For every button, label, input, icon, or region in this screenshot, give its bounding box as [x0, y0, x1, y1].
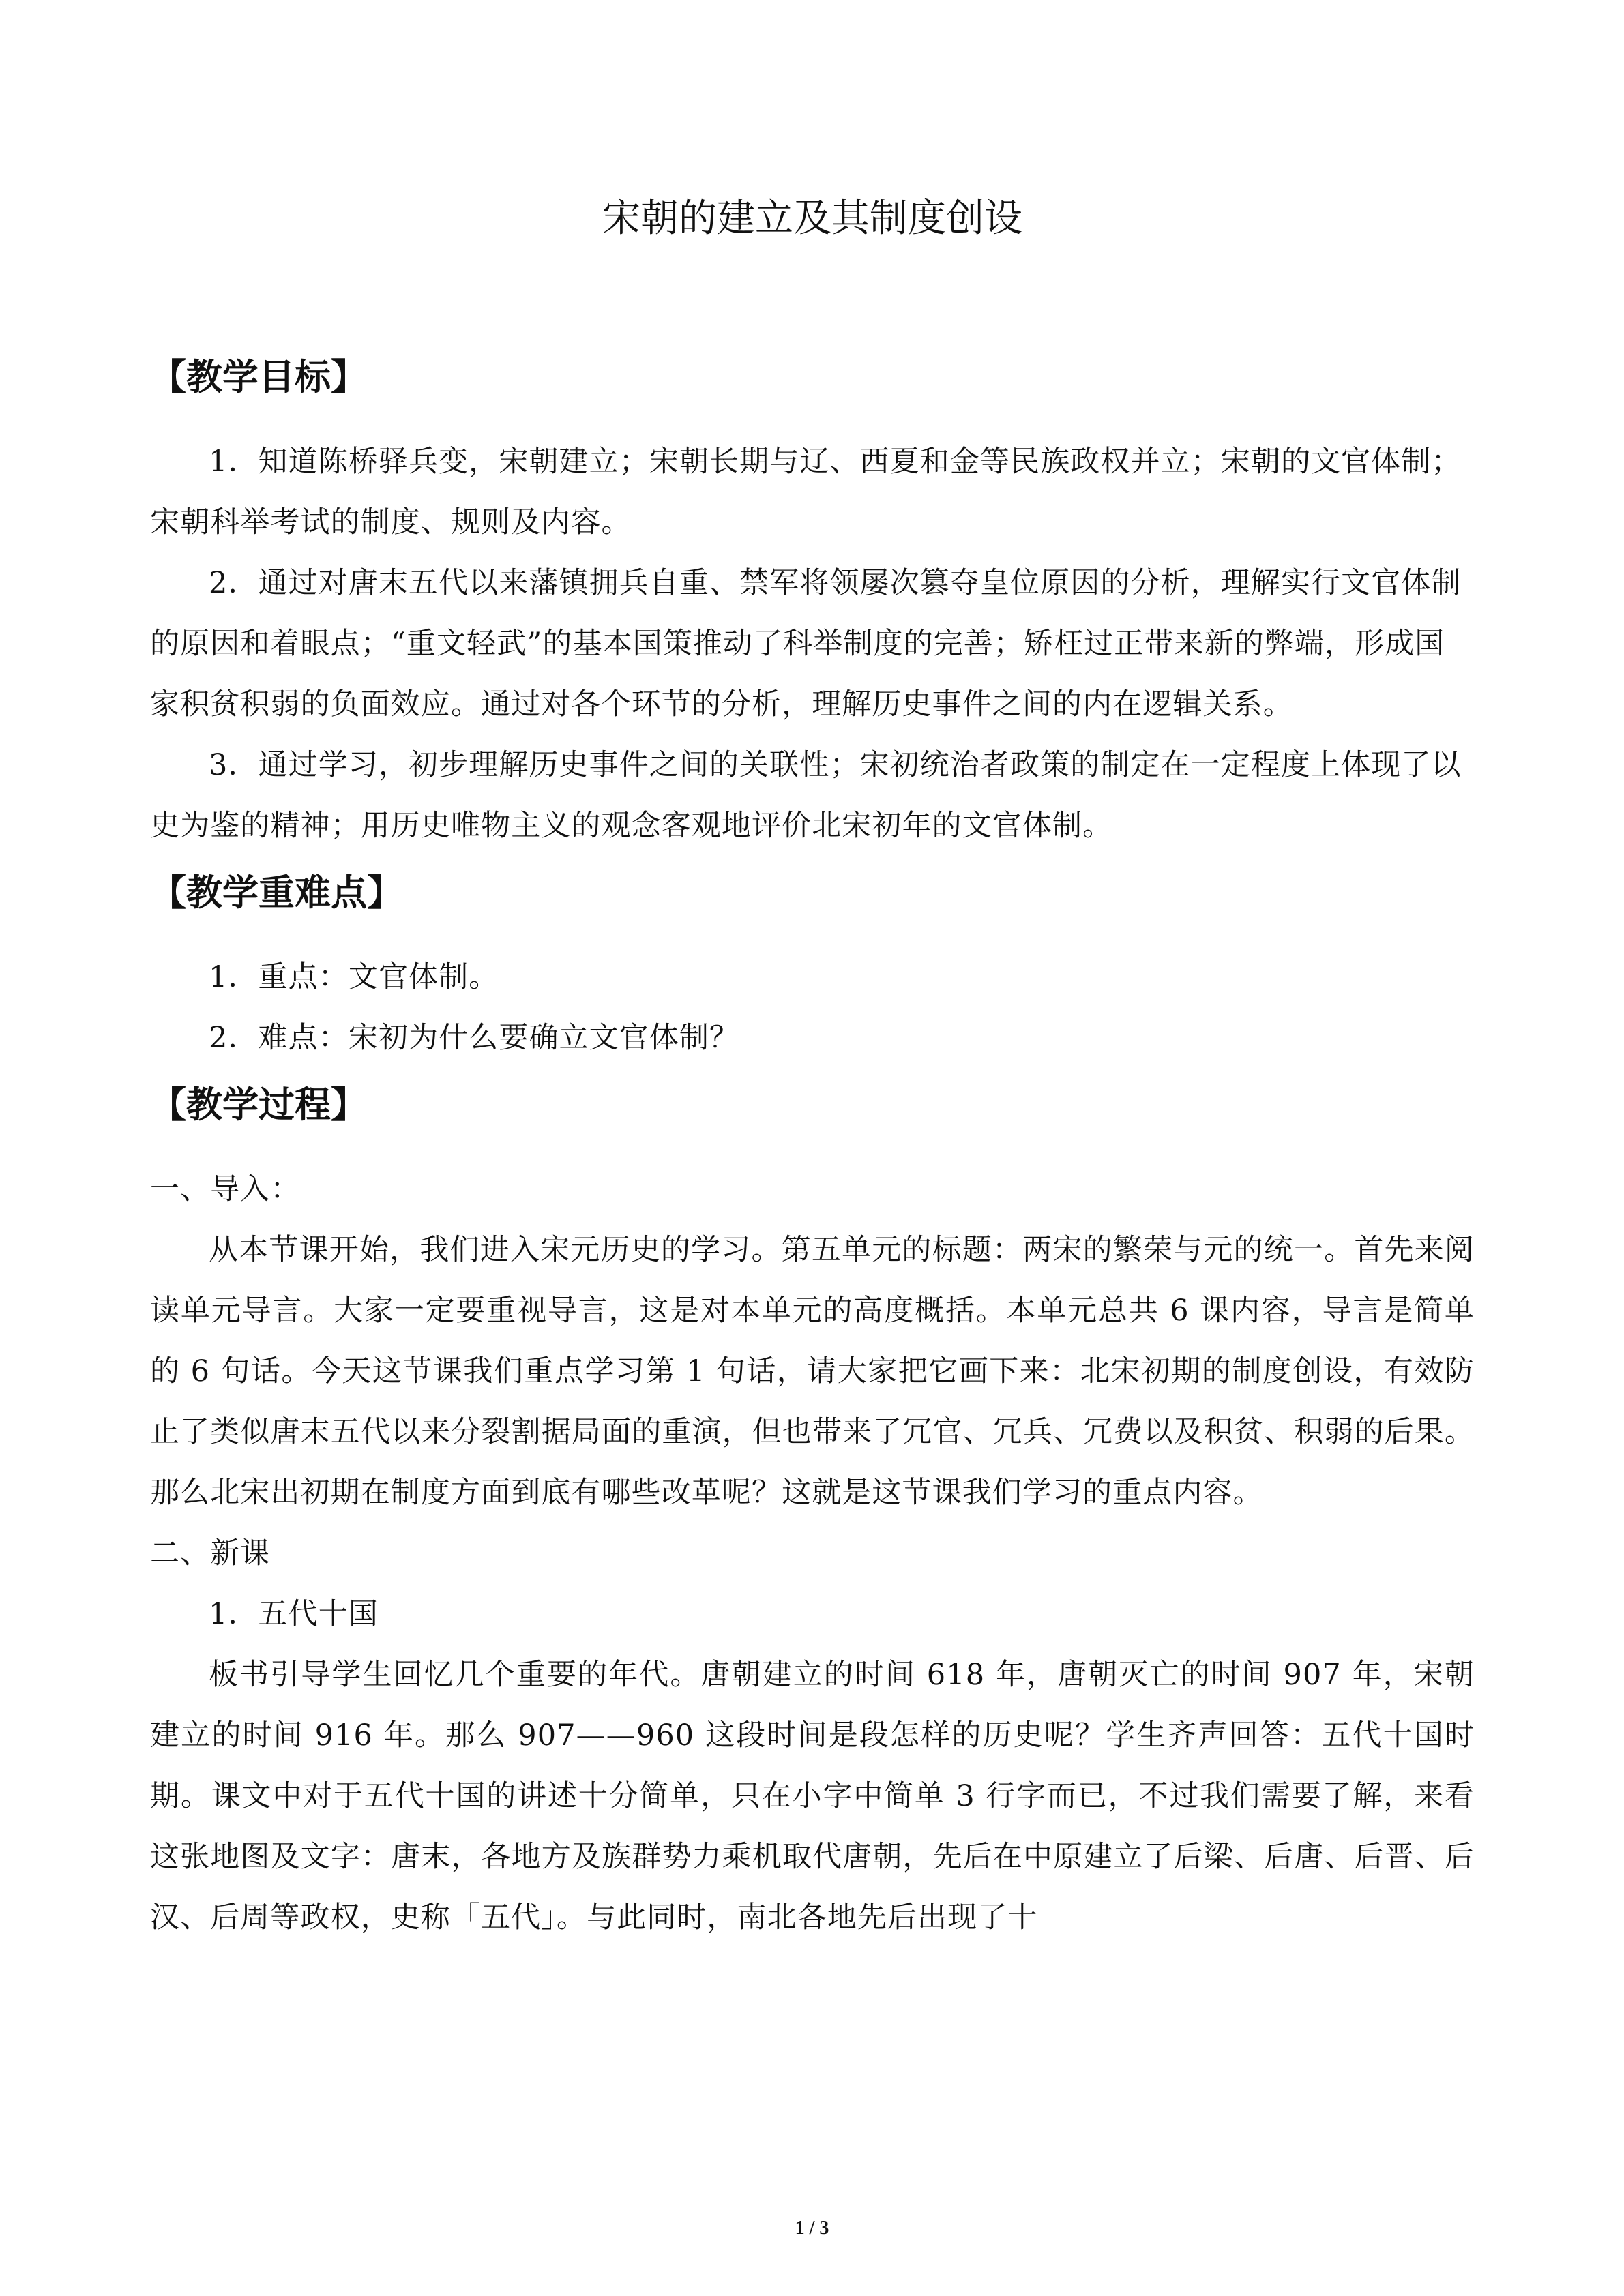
five-dynasties-subheading: 1．五代十国: [209, 1597, 379, 1631]
teaching-process-section: [150, 1082, 1475, 1948]
teaching-goals-section: [150, 355, 1475, 856]
teaching-goals-heading: 【教学目标】: [150, 357, 367, 398]
teaching-goal-item-3: 3．通过学习，初步理解历史事件之间的关联性；宋初统治者政策的制定在一定程度上体现了以史为鉴的精神；用历史唯物主义的观念客观地评价北宋初年的文官体制。: [150, 748, 1462, 843]
intro-paragraph: 从本节课开始，我们进入宋元历史的学习。第五单元的标题：两宋的繁荣与元的统一。首先来阅读单元导言。大家一定要重视导言，这是对本单元的高度概括。本单元总共 6 课内容，导言是简单的 6 句话。今天这节课我们重点学习第 1 句话，请大家把它画下来：北宋初期的制度创设，有效防止了类似唐末五代以来分裂割据局面的重演，但也带来了冗官、冗兵、冗费以及积贫、积弱的后果。那么北宋出初期在制度方面到底有哪些改革呢？这就是这节课我们学习的重点内容。: [150, 1233, 1475, 1510]
teaching-goal-item-1: 1．知道陈桥驿兵变，宋朝建立；宋朝长期与辽、西夏和金等民族政权并立；宋朝的文官体制；宋朝科举考试的制度、规则及内容。: [150, 445, 1462, 539]
teaching-goal-item-2: 2．通过对唐末五代以来藩镇拥兵自重、禁军将领屡次篡夺皇位原因的分析，理解实行文官体制的原因和着眼点；“重文轻武”的基本国策推动了科举制度的完善；矫枉过正带来新的弊端，形成国家积贫积弱的负面效应。通过对各个环节的分析，理解历史事件之间的内在逻辑关系。: [150, 566, 1462, 721]
key-point-item-1: 1．重点：文官体制。: [209, 960, 499, 994]
five-dynasties-paragraph: 板书引导学生回忆几个重要的年代。唐朝建立的时间 618 年，唐朝灭亡的时间 907 年，宋朝建立的时间 916 年。那么 907——960 这段时间是段怎样的历史呢？学生齐声回答：五代十国时期。课文中对于五代十国的讲述十分简单，只在小字中简单 3 行字而已，不过我们需要了解，来看这张地图及文字：唐末，各地方及族群势力乘机取代唐朝，先后在中原建立了后梁、后唐、后晋、后汉、后周等政权，史称「五代」。与此同时，南北各地先后出现了十: [150, 1658, 1475, 1935]
key-point-item-2: 2．难点：宋初为什么要确立文官体制？: [209, 1021, 740, 1055]
key-points-heading: 【教学重难点】: [150, 872, 403, 914]
intro-label: 一、导入：: [150, 1172, 301, 1206]
page-number: 1 / 3: [795, 2218, 829, 2239]
new-lesson-label: 二、新课: [150, 1536, 271, 1570]
key-points-section: [150, 870, 1475, 1069]
teaching-process-heading: 【教学过程】: [150, 1084, 367, 1126]
page-title: 宋朝的建立及其制度创设: [602, 196, 1022, 241]
page-content: [150, 194, 1475, 1948]
